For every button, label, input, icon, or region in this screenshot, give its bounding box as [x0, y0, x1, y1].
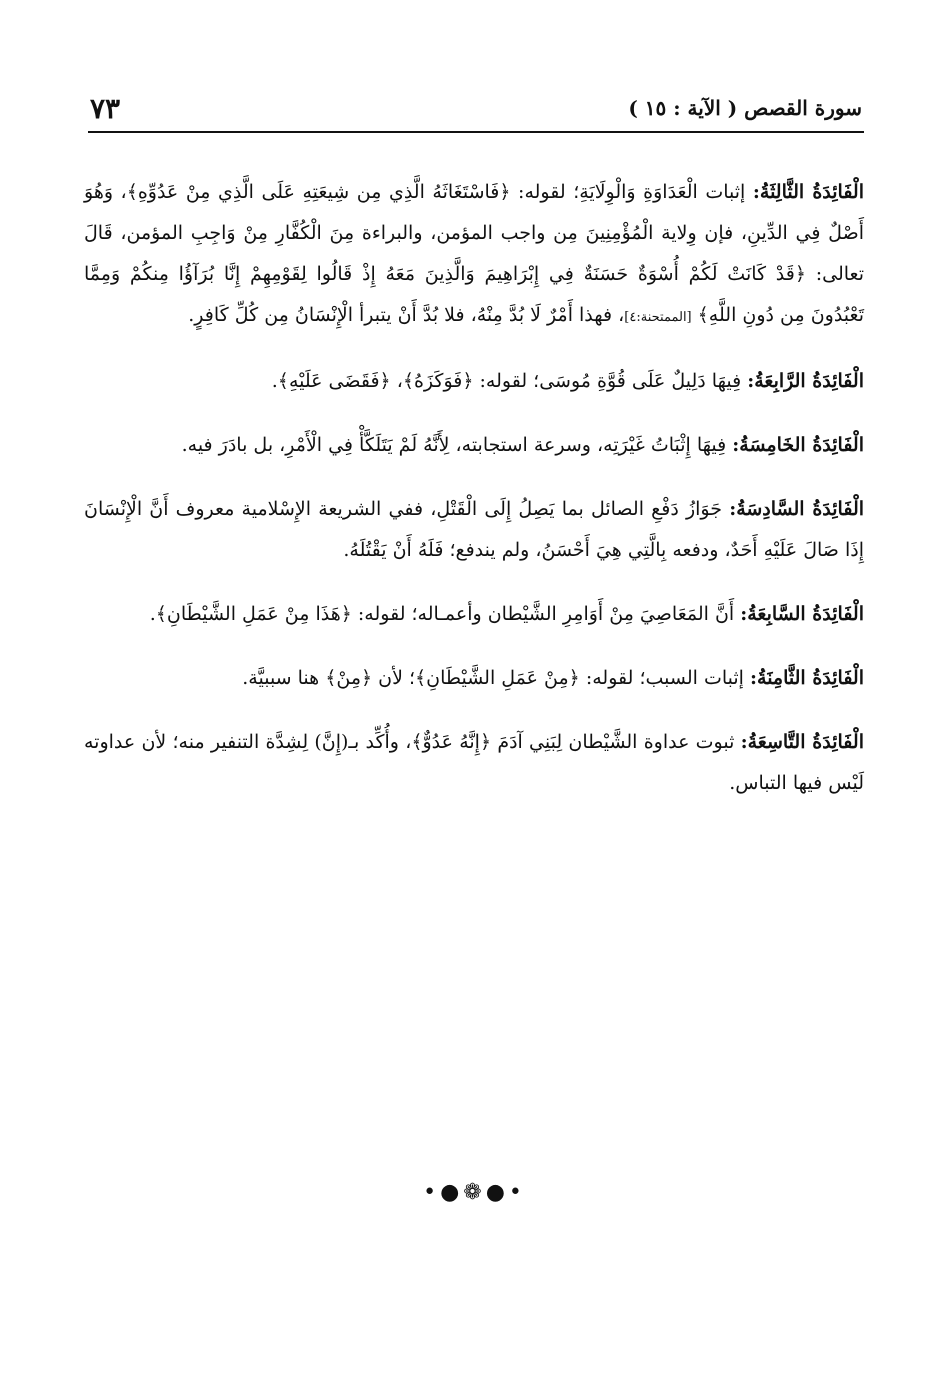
benefit-paragraph-6	[84, 489, 864, 571]
benefit-paragraph-4	[84, 361, 864, 402]
page-header	[90, 92, 862, 132]
benefit-heading: الْفَائِدَةُ الرَّابِعَةُ:	[747, 370, 864, 392]
benefit-paragraph-8	[84, 658, 864, 699]
benefit-text: إثبات الْعَدَاوَةِ وَالْوِلَايَةِ؛ لقوله: ﴿فَاسْتَغَاثَهُ الَّذِي مِن شِيعَتِهِ عَلَى الَّذِي مِنْ عَدُوِّهِ﴾، وَهُوَ أَصْلٌ فِي الدِّينِ، فإن وِلاية الْمُؤْمِنِينَ مِن واجب المؤمن، والبراءة مِنَ الْكُفَّارِ مِنْ وَاجِبِ المؤمن، قَالَ تعالى: ﴿قَدْ كَانَتْ لَكُمْ أُسْوَةٌ حَسَنَةٌ فِي إِبْرَاهِيمَ وَالَّذِينَ مَعَهُ إِذْ قَالُوا لِقَوْمِهِمْ إِنَّا بُرَآؤُا مِنكُمْ وَمِمَّا تَعْبُدُونَ مِن دُونِ اللَّهِ﴾	[84, 181, 864, 326]
benefit-text: ثبوت عداوة الشَّيْطان لِبَنِي آدَمَ ﴿إِنَّهُ عَدُوٌّ﴾، وأُكِّد بـ(إِنَّ) لِشِدَّة التنفير منه؛ لأن عداوته لَيْس فيها التباس.	[84, 731, 864, 794]
benefit-heading: الْفَائِدَةُ التَّاسِعَةُ:	[740, 731, 864, 753]
benefit-text: إثبات السبب؛ لقوله: ﴿مِنْ عَمَلِ الشَّيْطَانِ﴾؛ لأن ﴿مِنْ﴾ هنا سببيَّة.	[242, 667, 744, 689]
benefit-heading: الْفَائِدَةُ الخَامِسَةُ:	[732, 434, 864, 456]
benefit-text: فِيهَا دَلِيلٌ عَلَى قُوَّةِ مُوسَى؛ لقوله: ﴿فَوَكَزَهُ﴾، ﴿فَقَضَى عَلَيْهِ﴾.	[271, 370, 742, 392]
header-divider	[88, 131, 864, 133]
benefit-text-tail: ، فهذا أَمْرٌ لَا بُدَّ مِنْهُ، فلا بُدَّ أَنْ يتبرأ الْإِنْسَانُ مِن كُلِّ كَافِرٍ.	[188, 304, 625, 326]
benefit-heading: الْفَائِدَةُ الثَّالِثَةُ:	[752, 181, 864, 203]
benefit-heading: الْفَائِدَةُ الثَّامِنَةُ:	[750, 667, 864, 689]
page-number: ٧٣	[90, 92, 121, 125]
benefit-heading: الْفَائِدَةُ السَّادِسَةُ:	[729, 498, 865, 520]
page-body	[84, 172, 864, 827]
benefit-paragraph-9	[84, 722, 864, 804]
benefit-paragraph-5	[84, 425, 864, 466]
quran-reference: [الممتحنة:٤]	[624, 310, 692, 325]
benefit-paragraph-7	[84, 594, 864, 635]
benefit-text: فِيهَا إِثْبَاتُ غَيْرَتِه، وسرعة استجابته، لِأَنَّهُ لَمْ يَتَلَكَّأْ فِي الْأَمْرِ، بل بادَرَ فيه.	[181, 434, 727, 456]
section-end-ornament: •●❁●•	[423, 1180, 526, 1205]
benefit-heading: الْفَائِدَةُ السَّابِعَةُ:	[740, 603, 864, 625]
surah-header-title: سورة القصص ( الآية : ١٥ )	[628, 96, 862, 120]
benefit-paragraph-3	[84, 172, 864, 338]
benefit-text: جَوَازُ دَفْعِ الصائل بما يَصِلُ إِلَى الْقَتْلِ، ففي الشريعة الإِسْلامية معروف أَنَّ الْإِنْسَانَ إِذَا صَالَ عَلَيْهِ أَحَدٌ، ودفعه بِالَّتِي هِيَ أَحْسَنُ، ولم يندفع؛ فَلَهُ أَنْ يَقْتُلَهُ.	[84, 498, 864, 561]
benefit-text: أَنَّ المَعَاصِيَ مِنْ أَوَامِرِ الشَّيْطان وأعمـاله؛ لقوله: ﴿هَذَا مِنْ عَمَلِ الشَّيْطَانِ﴾.	[149, 603, 735, 625]
